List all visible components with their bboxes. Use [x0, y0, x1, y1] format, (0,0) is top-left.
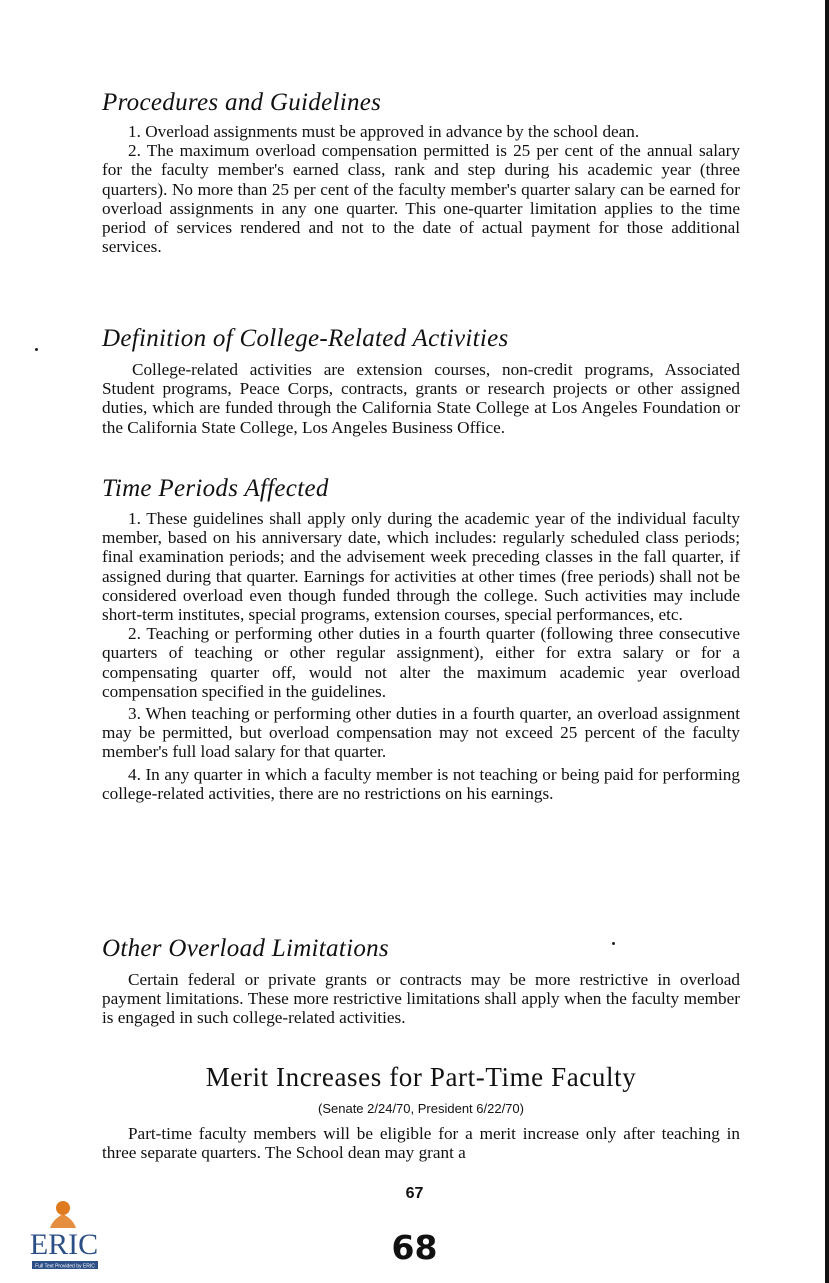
- paragraph: 3. When teaching or performing other duties in a fourth quarter, an overload assignment may be permitted, but overload compensation may not exceed 25 percent of the faculty member's full load salary for that quarter.: [102, 704, 740, 762]
- section-other-limits: [102, 934, 740, 1028]
- stamp-number: 68: [391, 1228, 438, 1267]
- heading-other-limits: Other Overload Limitations: [102, 935, 389, 962]
- page-number: 67: [405, 1185, 424, 1202]
- logo-figure-body-icon: [50, 1214, 76, 1228]
- logo-figure-head-icon: [56, 1201, 70, 1215]
- merit-title: Merit Increases for Part-Time Faculty: [205, 1062, 637, 1092]
- section-definition: [102, 324, 740, 437]
- logo-wordmark: ERIC: [30, 1228, 99, 1261]
- scan-edge: [825, 0, 829, 1283]
- logo-subtext: Full Text Provided by ERIC: [35, 1263, 95, 1270]
- merit-meta: (Senate 2/24/70, President 6/22/70): [318, 1101, 524, 1116]
- section-merit: [102, 1124, 740, 1162]
- paragraph: 1. These guidelines shall apply only during the academic year of the individual faculty member, based on his anniversary date, which includes: regularly scheduled class periods; final examination periods; and the advisement week preceding classes in the fall quarter, if assigned during that quarter. Earnings for activities at other times (free periods) shall not be considered overload even though funded through the college. Such activities may include short-term institutes, special programs, extension courses, special performances, etc.: [102, 509, 740, 625]
- heading-definition: Definition of College-Related Activities: [102, 325, 509, 352]
- scan-speck: [35, 348, 38, 351]
- scan-speck: [612, 942, 615, 945]
- paragraph: 2. Teaching or performing other duties in a fourth quarter (following three consecutive quarters of teaching or other regular assignment), either for extra salary or for a compensating quarter off, would not alter the maximum academic year overload compensation specified in the guidelines.: [102, 624, 740, 701]
- eric-logo: [30, 1198, 100, 1270]
- heading-procedures: Procedures and Guidelines: [102, 89, 382, 116]
- paragraph: Part-time faculty members will be eligible for a merit increase only after teaching in three separate quarters. The School dean may grant a: [102, 1124, 740, 1163]
- section-procedures: [102, 88, 740, 256]
- paragraph: Certain federal or private grants or contracts may be more restrictive in overload payment limitations. These more restrictive limitations shall apply when the faculty member is engaged in such college-related activities.: [102, 970, 740, 1028]
- paragraph: College-related activities are extension courses, non-credit programs, Associated Student programs, Peace Corps, contracts, grants or research projects or other assigned duties, which are funded through the California State College at Los Angeles Foundation or the California State College, Los Angeles Business Office.: [102, 360, 740, 437]
- paragraph: 2. The maximum overload compensation permitted is 25 per cent of the annual salary for the faculty member's earned class, rank and step during his academic year (three quarters). No more than 25 per cent of the faculty member's quarter salary can be earned for overload assignments in any one quarter. This one-quarter limitation applies to the time period of services rendered and not to the date of actual payment for those additional services.: [102, 141, 740, 257]
- paragraph: 4. In any quarter in which a faculty member is not teaching or being paid for performing college-related activities, there are no restrictions on his earnings.: [102, 764, 740, 803]
- paragraph: 1. Overload assignments must be approved in advance by the school dean.: [128, 122, 640, 141]
- section-time-periods: [102, 474, 740, 803]
- heading-time-periods: Time Periods Affected: [102, 475, 329, 502]
